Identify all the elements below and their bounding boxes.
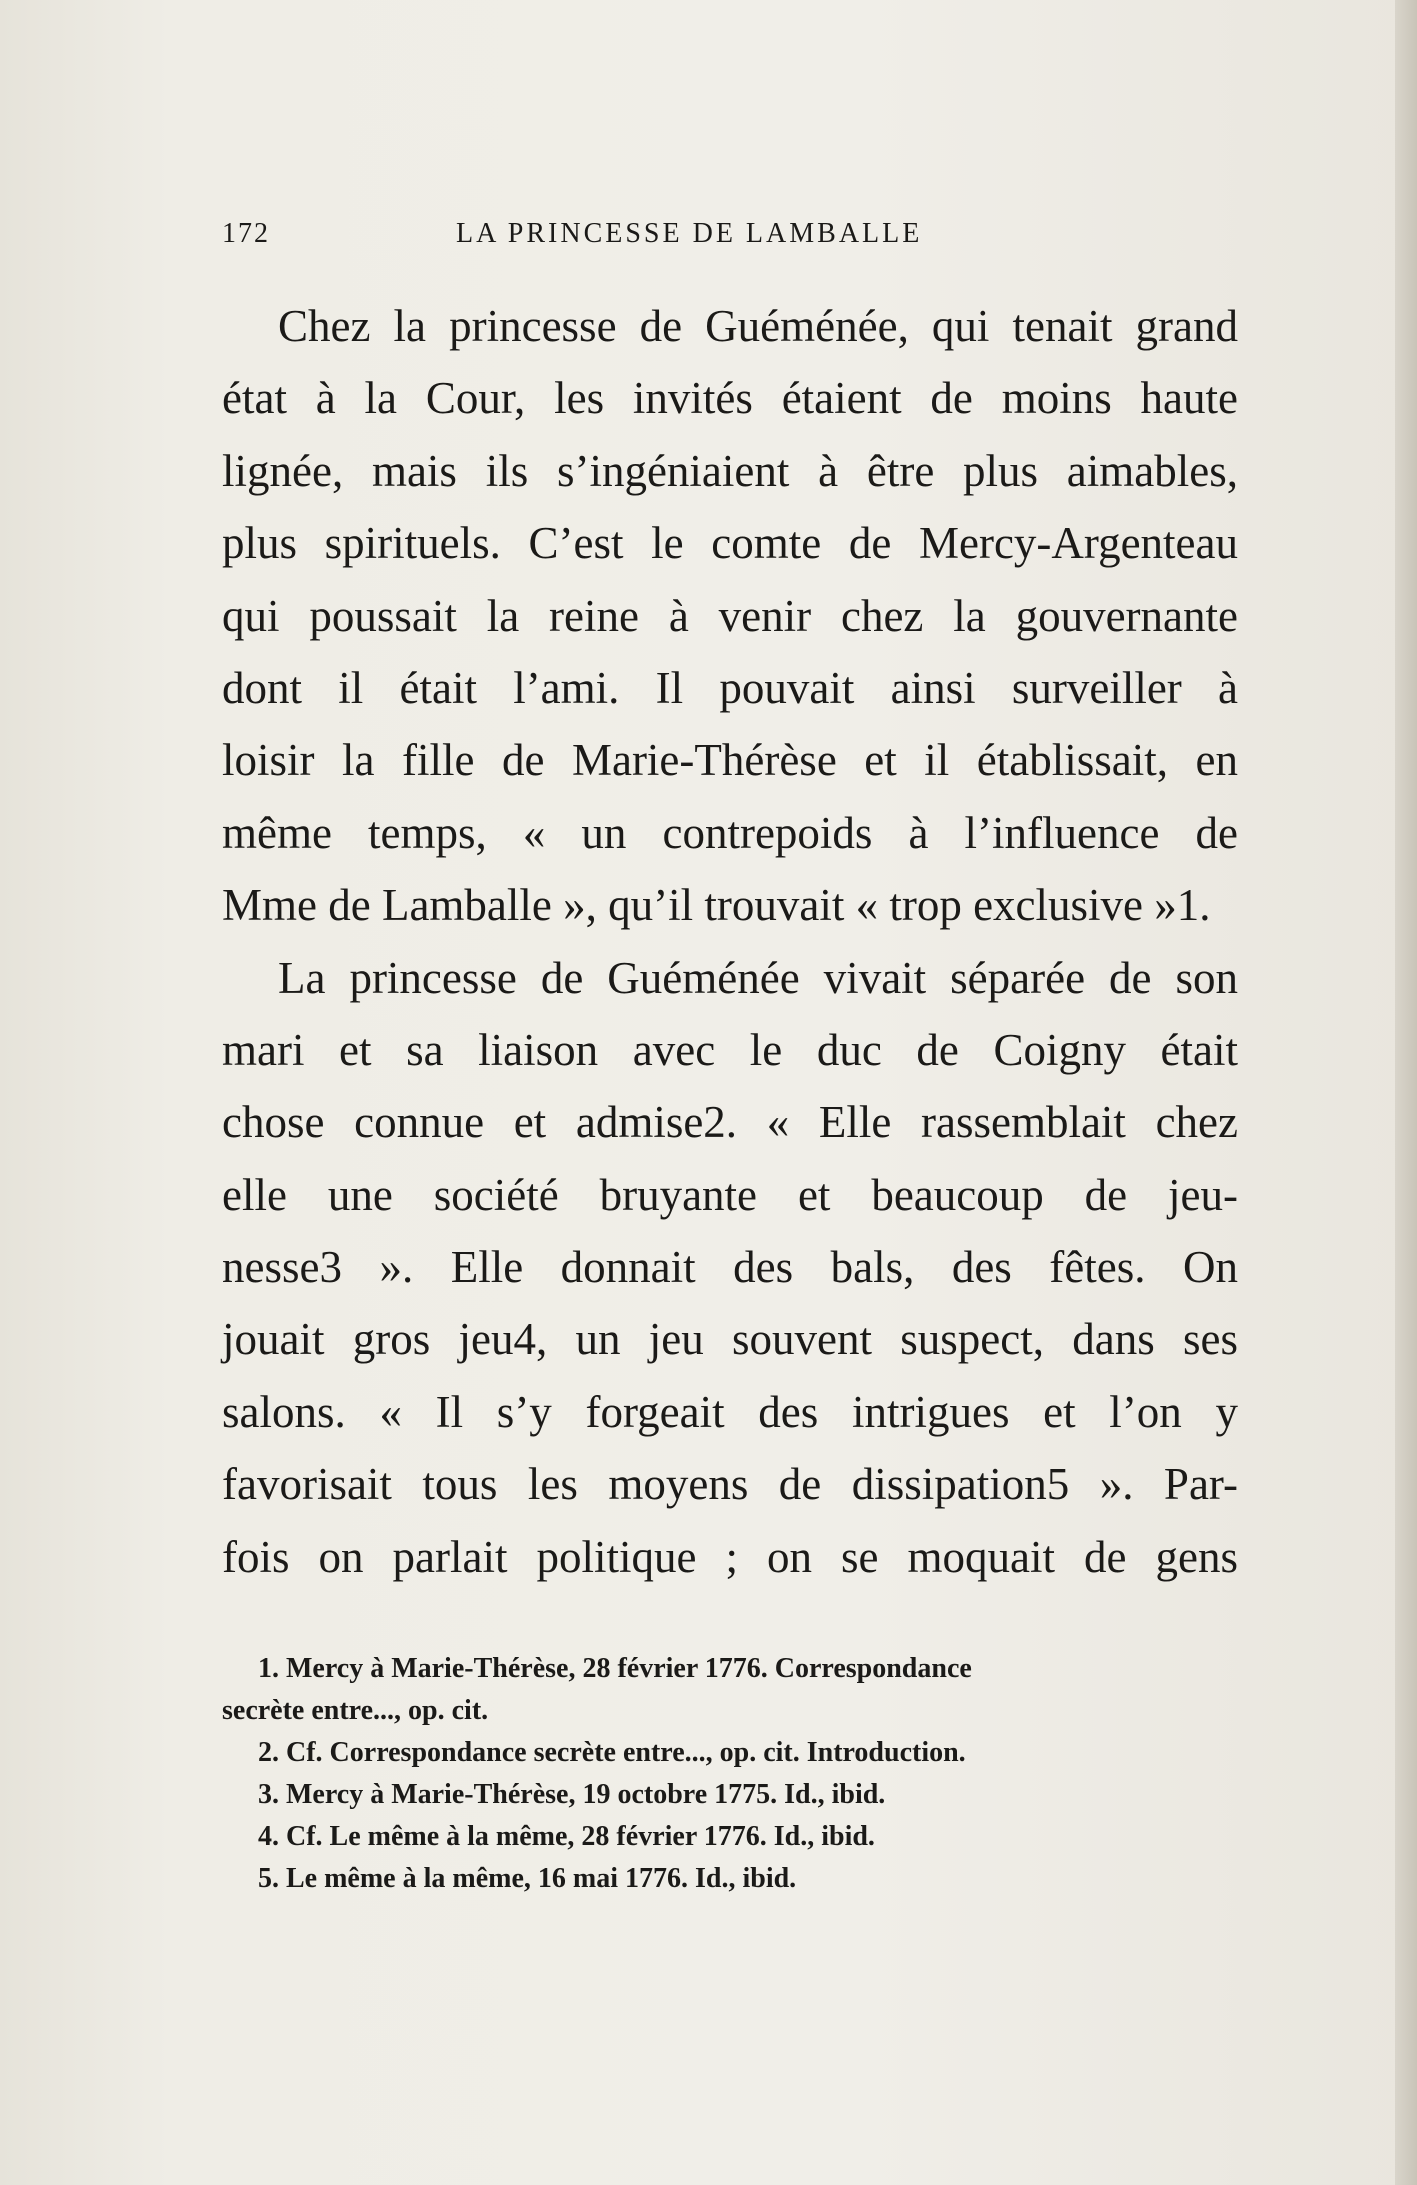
footnote: 5. Le même à la même, 16 mai 1776. Id., ibid. — [258, 1863, 797, 1894]
text-line: état à la Cour, les invités étaient de moins haute — [222, 373, 1238, 424]
text-line: mari et sa liaison avec le duc de Coigny était — [222, 1024, 1238, 1075]
footnote: 3. Mercy à Marie-Thérèse, 19 octobre 1775. Id., ibid. — [258, 1779, 886, 1810]
footnote: 2. Cf. Correspondance secrète entre..., op. cit. Introduction. — [258, 1737, 966, 1768]
footnote: 1. Mercy à Marie-Thérèse, 28 février 1776. Correspondance — [258, 1653, 972, 1684]
text-line: plus spirituels. C’est le comte de Mercy-Argenteau — [222, 518, 1238, 569]
text-line: loisir la fille de Marie-Thérèse et il établissait, en — [222, 735, 1238, 786]
text-line: même temps, « un contrepoids à l’influence de — [222, 807, 1238, 858]
footnote: 4. Cf. Le même à la même, 28 février 1776. Id., ibid. — [258, 1821, 875, 1852]
footnotes — [222, 1648, 1238, 1900]
text-line: salons. « Il s’y forgeait des intrigues et l’on y — [222, 1386, 1238, 1437]
page-header — [222, 218, 1242, 258]
text-line: elle une société bruyante et beaucoup de jeu- — [222, 1169, 1238, 1220]
text-line: fois on parlait politique ; on se moquait de gens — [222, 1531, 1238, 1582]
page-edge — [1395, 0, 1417, 2185]
text-line: lignée, mais ils s’ingéniaient à être plus aimables, — [222, 445, 1238, 496]
footnote: secrète entre..., op. cit. — [222, 1695, 489, 1726]
text-line: nesse3 ». Elle donnait des bals, des fêtes. On — [222, 1242, 1238, 1293]
text-line: chose connue et admise2. « Elle rassemblait chez — [222, 1097, 1238, 1148]
text-line: qui poussait la reine à venir chez la gouvernante — [222, 590, 1238, 641]
text-line: dont il était l’ami. Il pouvait ainsi surveiller à — [222, 662, 1238, 713]
text-line: Mme de Lamballe », qu’il trouvait « trop exclusive »1. — [222, 880, 1211, 931]
text-line: jouait gros jeu4, un jeu souvent suspect, dans ses — [222, 1314, 1238, 1365]
page-number: 172 — [222, 218, 270, 249]
text-line: Chez la princesse de Guéménée, qui tenait grand — [278, 301, 1238, 351]
text-line: favorisait tous les moyens de dissipation5 ». Par- — [222, 1459, 1238, 1510]
running-title: LA PRINCESSE DE LAMBALLE — [456, 218, 923, 249]
body-text — [222, 290, 1238, 1593]
text-line: La princesse de Guéménée vivait séparée de son — [278, 952, 1238, 1003]
